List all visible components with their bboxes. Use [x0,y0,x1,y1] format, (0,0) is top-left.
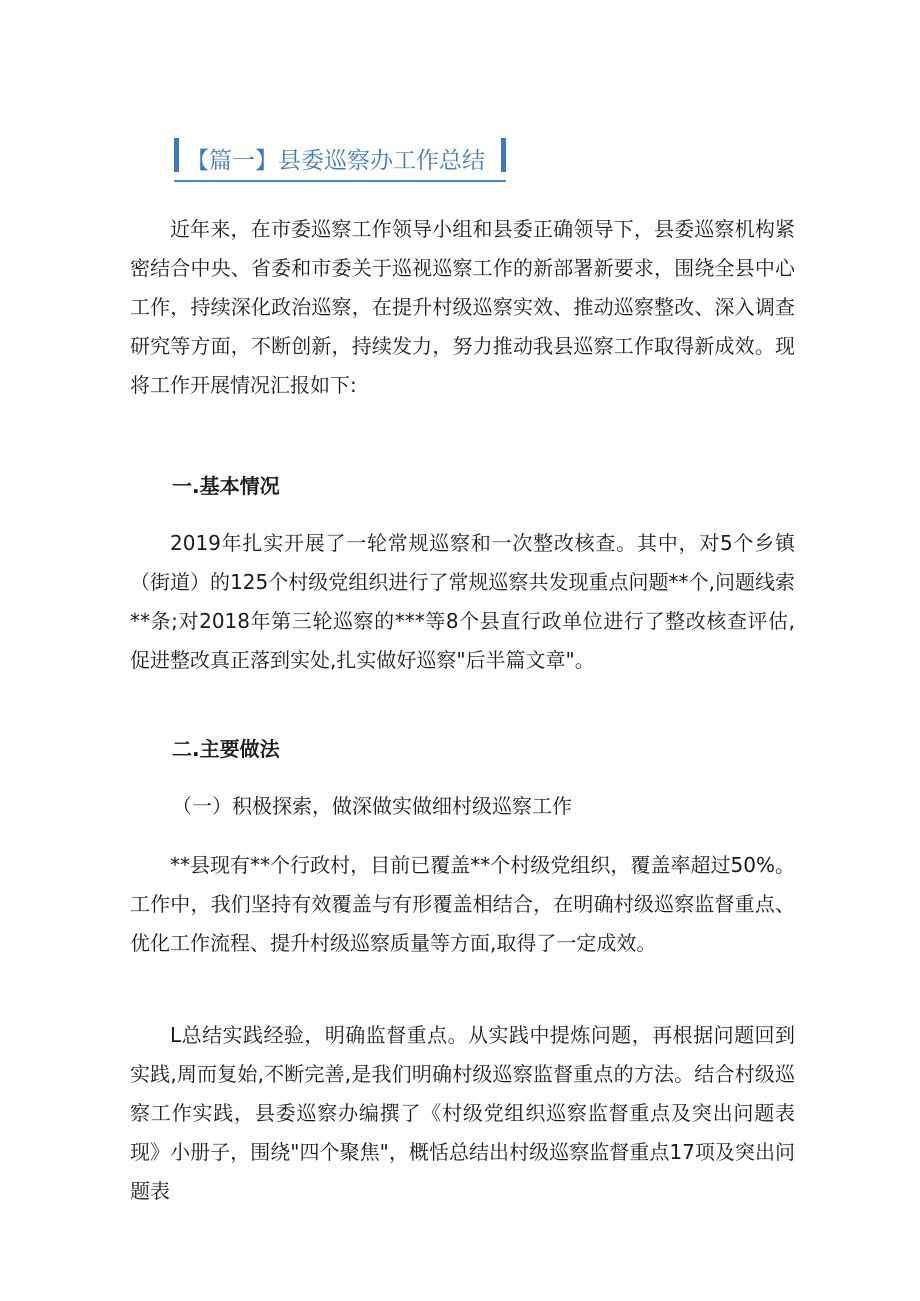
document-title [174,136,506,182]
practice-paragraph: L总结实践经验，明确监督重点。从实践中提炼问题，再根据问题回到实践,周而复始,不断完善,是我们明确村级巡察监督重点的方法。结合村级巡察工作实践，县委巡察办编撰了《村级党组织巡察监督重点及突出问题表现》小册子，围绕"四个聚焦"，概恬总结出村级巡察监督重点17项及突出问题表 [130,1023,795,1203]
title-right-bar [501,138,506,172]
intro-paragraph: 近年来，在市委巡察工作领导小组和县委正确领导下，县委巡察机构紧密结合中央、省委和市委关于巡视巡察工作的新部署新要求，围绕全县中心工作，持续深化政治巡察，在提升村级巡察实效、推动巡察整改、深入调查研究等方面，不断创新，持续发力，努力推动我县巡察工作取得新成效。现将工作开展情况汇报如下: [130,217,795,397]
subsection-heading-village: （一）积极探索，做深做实做细村级巡察工作 [172,794,572,818]
basic-paragraph: 2019年扎实开展了一轮常规巡察和一次整改核查。其中，对5个乡镇（街道）的125个村级党组织进行了常规巡察共发现重点问题**个,问题线索**条;对2018年第三轮巡察的***等8个县直行政单位进行了整改核查评估,促进整改真正落到实处,扎实做好巡察"后半篇文章"。 [130,531,795,672]
section-heading-methods: 二.主要做法 [172,737,280,761]
title-left-bar [174,138,179,172]
coverage-paragraph: **县现有**个行政村，目前已覆盖**个村级党组织，覆盖率超过50%。工作中，我们坚持有效覆盖与有形覆盖相结合，在明确村级巡察监督重点、优化工作流程、提升村级巡察质量等方面,取得了一定成效。 [130,853,795,955]
section-heading-basic: 一.基本情况 [172,474,280,498]
document-title-text: 【篇一】县委巡察办工作总结 [186,148,485,174]
